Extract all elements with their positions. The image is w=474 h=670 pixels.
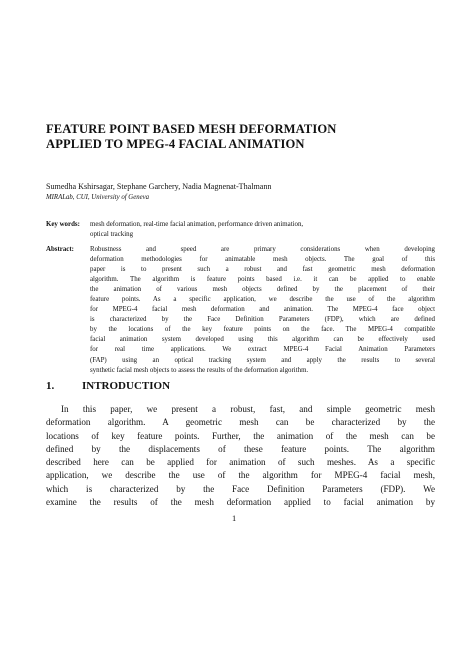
keywords-label: Key words: — [46, 221, 80, 228]
abstract-line: paper is to present such a robust and fast geometric mesh deformation — [90, 266, 435, 274]
abstract-line: for real time applications. We extract MPEG-4 Facial Animation Parameters — [90, 346, 435, 354]
body-line: deformation algorithm. A geometric mesh can be characterized by the — [46, 417, 435, 428]
abstract-line: deformation methodologies for animatable mesh objects. The goal of this — [90, 256, 435, 264]
abstract-line: (FAP) using an optical tracking system and apply the results to several — [90, 356, 435, 364]
abstract-line: facial animation system developed using this algorithm can be effectively used — [90, 336, 435, 344]
page-number: 1 — [232, 514, 237, 523]
section-number: 1. — [46, 380, 55, 392]
body-line: examine the results of the mesh deformation applied to facial animation by — [46, 497, 435, 508]
keywords-line: optical tracking — [90, 231, 134, 238]
abstract-line: by the locations of the key feature points on the face. The MPEG-4 compatible — [90, 326, 435, 334]
abstract-text — [90, 245, 435, 376]
keywords-text — [90, 220, 435, 240]
title-line: FEATURE POINT BASED MESH DEFORMATION — [46, 122, 337, 136]
body-line: described here can be applied for animation of such meshes. As a specific — [46, 457, 435, 468]
abstract-label: Abstract: — [46, 246, 74, 253]
body-paragraph — [46, 403, 435, 509]
body-line: In this paper, we present a robust, fast, and simple geometric mesh — [61, 404, 435, 414]
abstract-line: the animation of various mesh objects defined by the placement of their — [90, 286, 435, 294]
body-line: defined by the displacements of these feature points. The algorithm — [46, 443, 435, 454]
abstract-line: algorithm. The algorithm is feature points based i.e. it can be applied to enable — [90, 276, 435, 284]
affiliation: MIRALab, CUI, University of Geneva — [46, 194, 150, 201]
keywords-line: mesh deformation, real-time facial animation, performance driven animation, — [90, 221, 304, 228]
abstract-line: Robustness and speed are primary considerations when developing — [90, 246, 435, 253]
abstract-line: synthetic facial mesh objects to assess the results of the deformation algorithm. — [90, 366, 309, 374]
author-list: Sumedha Kshirsagar, Stephane Garchery, Nadia Magnenat-Thalmann — [46, 182, 272, 191]
title-line: APPLIED TO MPEG-4 FACIAL ANIMATION — [46, 137, 305, 151]
body-line: locations of key feature points. Further, the animation of the mesh can be — [46, 430, 435, 441]
paper-title — [46, 122, 436, 152]
section-heading: INTRODUCTION — [82, 380, 171, 392]
abstract-line: for MPEG-4 facial mesh deformation and animation. The MPEG-4 face object — [90, 306, 435, 314]
body-line: application, we describe the use of the algorithm for MPEG-4 facial mesh, — [46, 470, 435, 481]
abstract-line: is characterized by the Face Definition Parameters (FDP), which are defined — [90, 316, 435, 324]
abstract-line: feature points. As a specific application, we describe the use of the algorithm — [90, 296, 435, 304]
body-line: which is characterized by the Face Definition Parameters (FDP). We — [46, 483, 435, 494]
